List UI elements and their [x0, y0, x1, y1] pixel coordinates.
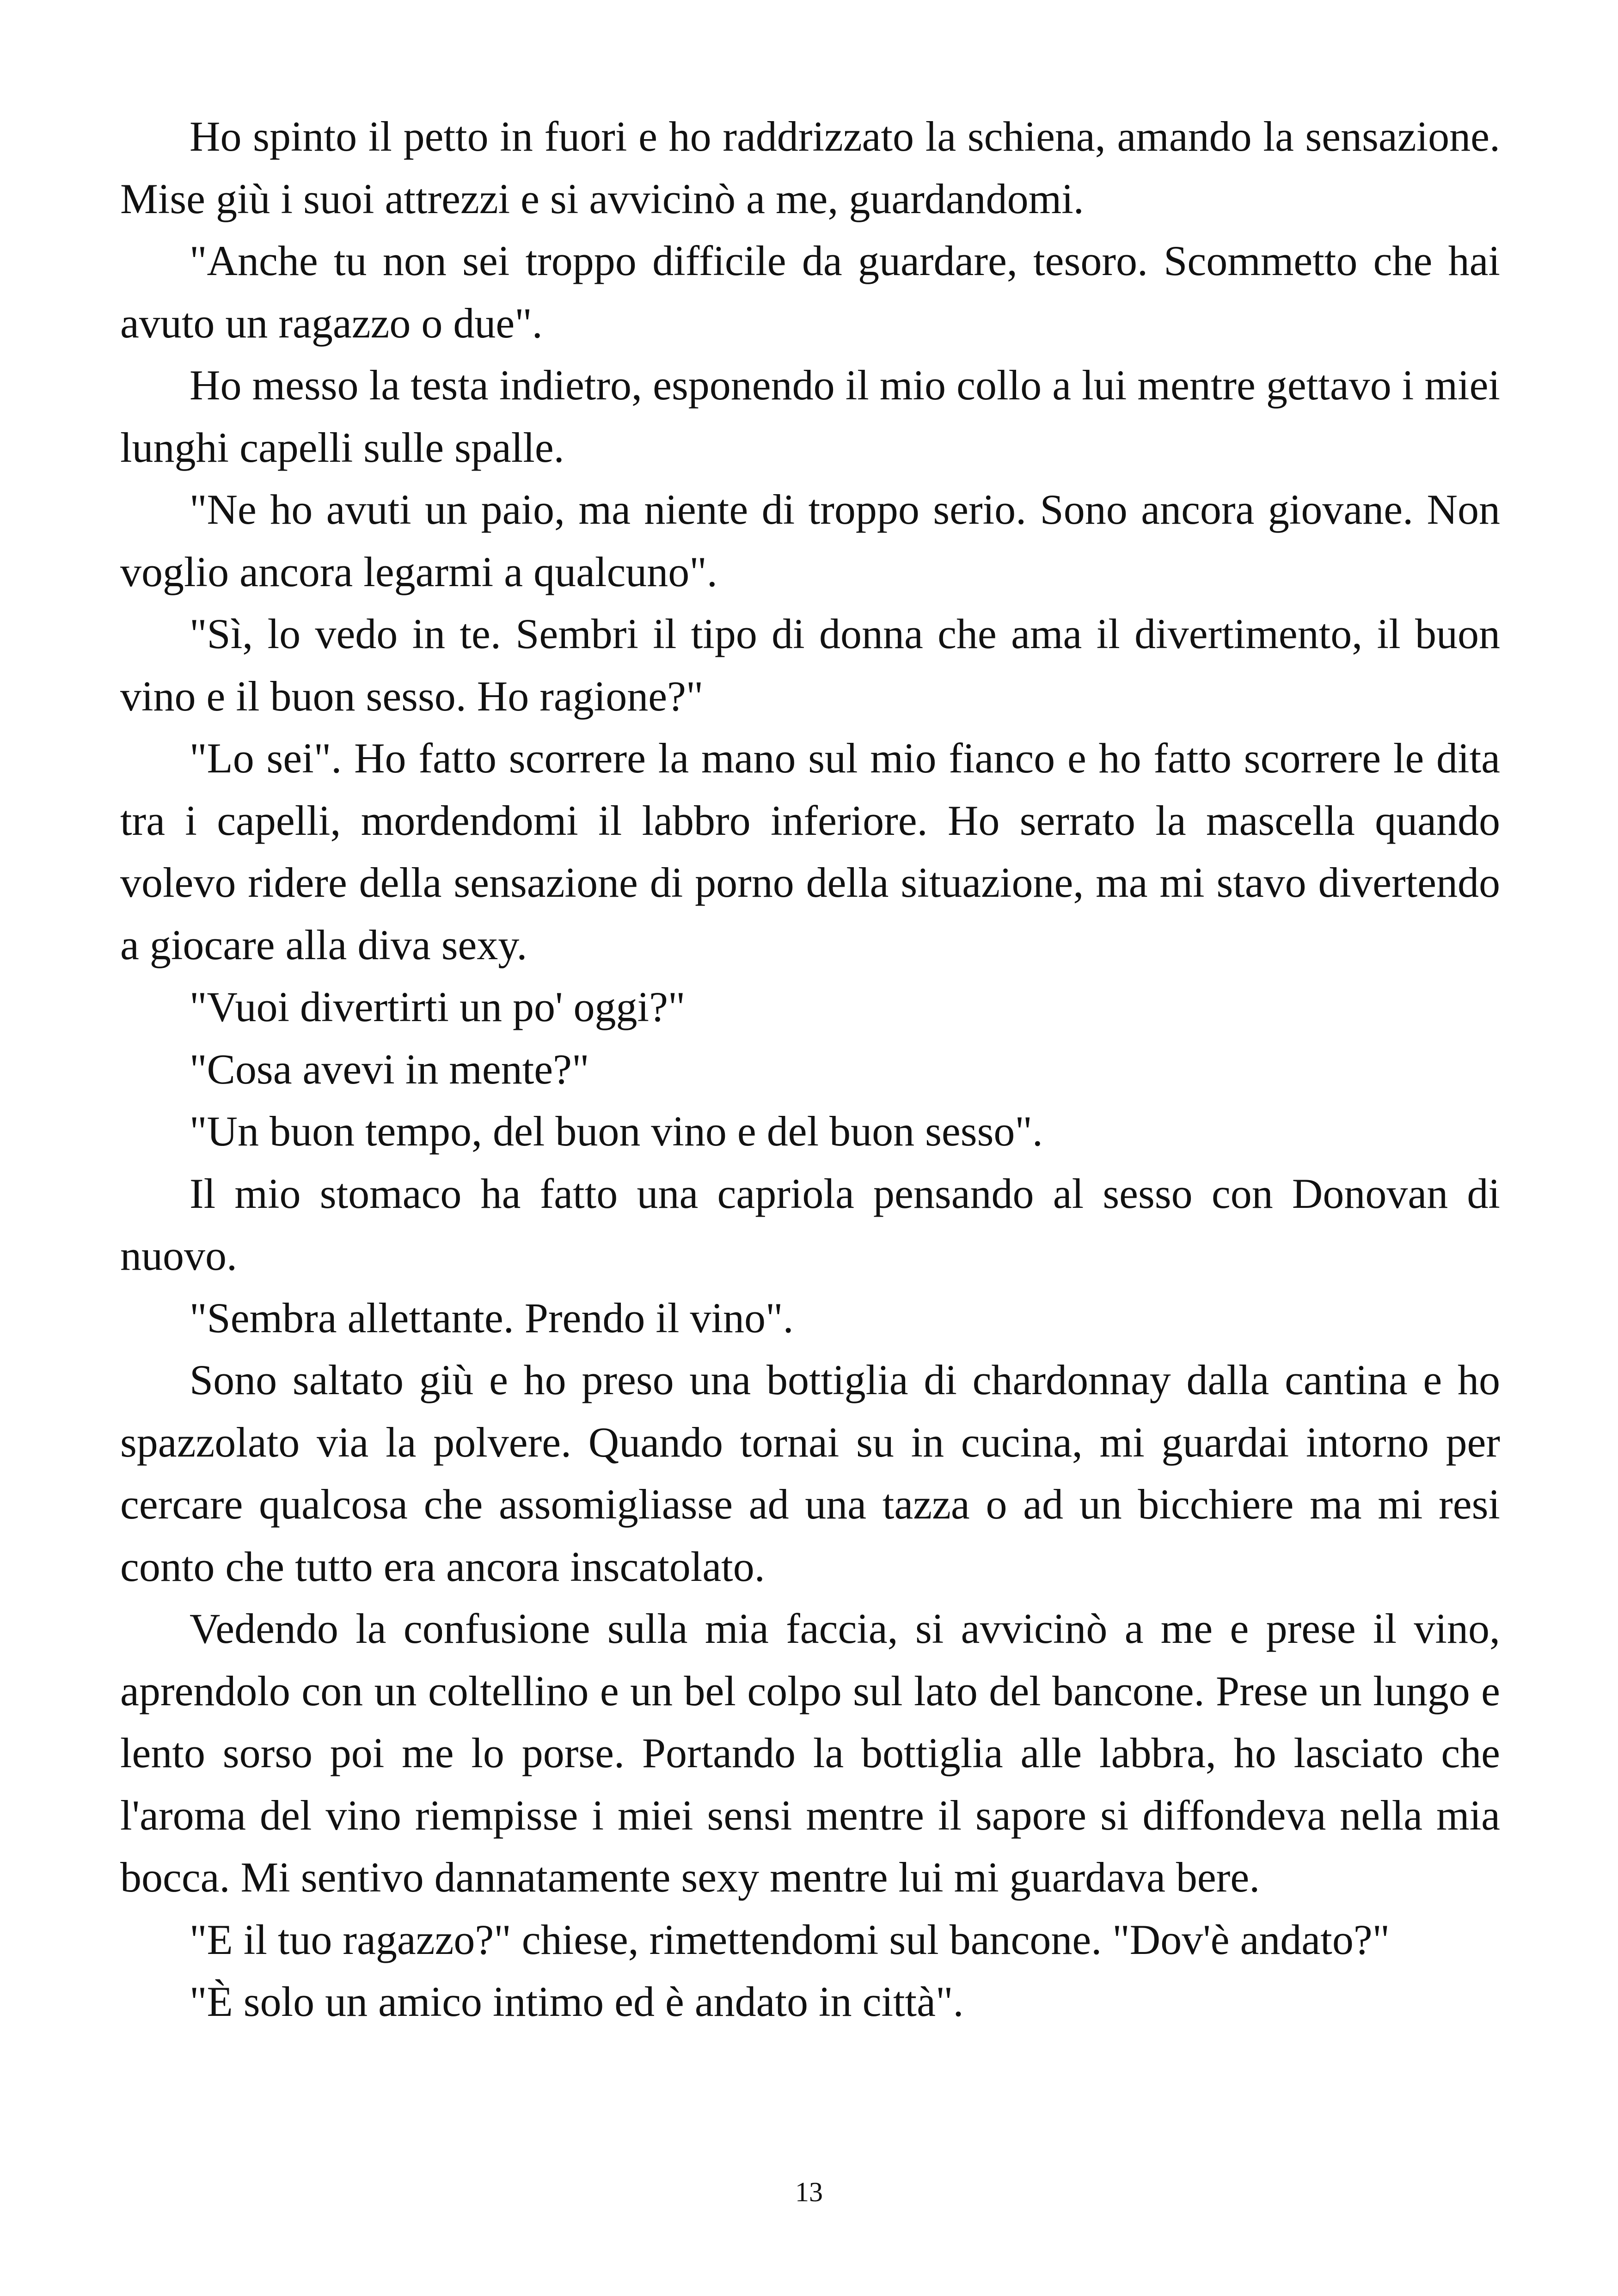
paragraph: "Sembra allettante. Prendo il vino". — [190, 1294, 794, 1341]
body-text — [120, 105, 1500, 2033]
paragraph: "Anche tu non sei troppo difficile da guardare, tesoro. Scommetto che hai avuto un ragazzo o due". — [120, 237, 1500, 347]
paragraph: Ho spinto il petto in fuori e ho raddrizzato la schiena, amando la sensazione. Mise giù i suoi attrezzi e si avvicinò a me, guardandomi. — [120, 113, 1500, 222]
paragraph: "Vuoi divertirti un po' oggi?" — [190, 983, 686, 1030]
paragraph: Ho messo la testa indietro, esponendo il mio collo a lui mentre gettavo i miei lunghi capelli sulle spalle. — [120, 361, 1500, 471]
paragraph: "E il tuo ragazzo?" chiese, rimettendomi sul bancone. "Dov'è andato?" — [190, 1916, 1390, 1963]
paragraph: "Un buon tempo, del buon vino e del buon sesso". — [190, 1108, 1043, 1155]
paragraph: "Cosa avevi in mente?" — [190, 1045, 589, 1093]
paragraph: Sono saltato giù e ho preso una bottiglia di chardonnay dalla cantina e ho spazzolato via la polvere. Quando tornai su in cucina, mi guardai intorno per cercare qualcosa che assomigliasse ad una tazza o ad un bicchiere ma mi resi conto che tutto era ancora inscatolato. — [120, 1356, 1500, 1590]
paragraph: Il mio stomaco ha fatto una capriola pensando al sesso con Donovan di nuovo. — [120, 1169, 1500, 1279]
paragraph: "È solo un amico intimo ed è andato in città". — [190, 1978, 964, 2025]
paragraph: "Sì, lo vedo in te. Sembri il tipo di donna che ama il divertimento, il buon vino e il buon sesso. Ho ragione?" — [120, 610, 1500, 720]
page-number: 13 — [795, 2177, 823, 2207]
paragraph: Vedendo la confusione sulla mia faccia, si avvicinò a me e prese il vino, aprendolo con un coltellino e un bel colpo sul lato del bancone. Prese un lungo e lento sorso poi me lo porse. Portando la bottiglia alle labbra, ho lasciato che l'aroma del vino riempisse i miei sensi mentre il sapore si diffondeva nella mia bocca. Mi sentivo dannatamente sexy mentre lui mi guardava bere. — [120, 1605, 1500, 1901]
paragraph: "Lo sei". Ho fatto scorrere la mano sul mio fianco e ho fatto scorrere le dita tra i capelli, mordendomi il labbro inferiore. Ho serrato la mascella quando volevo ridere della sensazione di porno della situazione, ma mi stavo divertendo a giocare alla diva sexy. — [120, 735, 1500, 968]
paragraph: "Ne ho avuti un paio, ma niente di troppo serio. Sono ancora giovane. Non voglio ancora legarmi a qualcuno". — [120, 486, 1500, 595]
